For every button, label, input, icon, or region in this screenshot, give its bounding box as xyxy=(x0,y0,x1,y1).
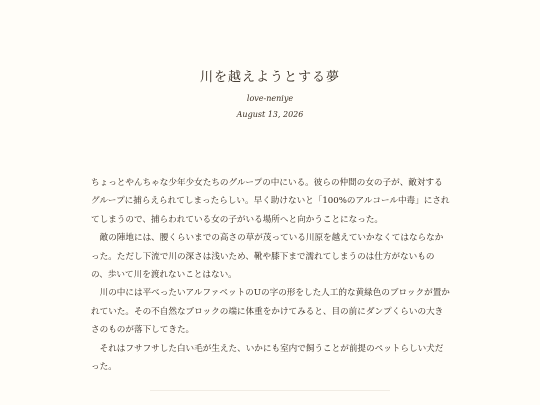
author-name[interactable]: love-neniye xyxy=(246,94,294,103)
paragraph: ちょっとやんちゃな少年少女たちのグループの中にいる。彼らの仲間の女の子が、敵対するグループに捕らえられてしまったらしい。早く助けないと「100%のアルコール中毒」にされてしまうので、捕らわれている女の子がいる場所へと向かうことになった。 xyxy=(91,178,450,225)
paragraph: 敵の陣地には、腰くらいまでの高さの草が茂っている川原を越えていかなくてはならなかった。ただし下流で川の深さは浅いため、靴や膝下まで濡れてしまうのは仕方がないものの、歩いて川を渡れないことはない。 xyxy=(91,233,444,281)
page-title: 川を越えようとする夢 xyxy=(199,70,340,85)
story-body xyxy=(91,174,451,376)
divider xyxy=(150,390,390,391)
paragraph: 川の中には平べったいアルファベットのUの字の形をした人工的な黄緑色のブロックが置かれていた。その不自然なブロックの端に体重をかけてみると、目の前にダンプくらいの大きさのものが落下してきた。 xyxy=(91,288,450,336)
post-date: August 13, 2026 xyxy=(236,110,304,119)
paragraph: それはフサフサした白い毛が生えた、いかにも室内で飼うことが前提のペットらしい犬だった。 xyxy=(91,343,444,373)
